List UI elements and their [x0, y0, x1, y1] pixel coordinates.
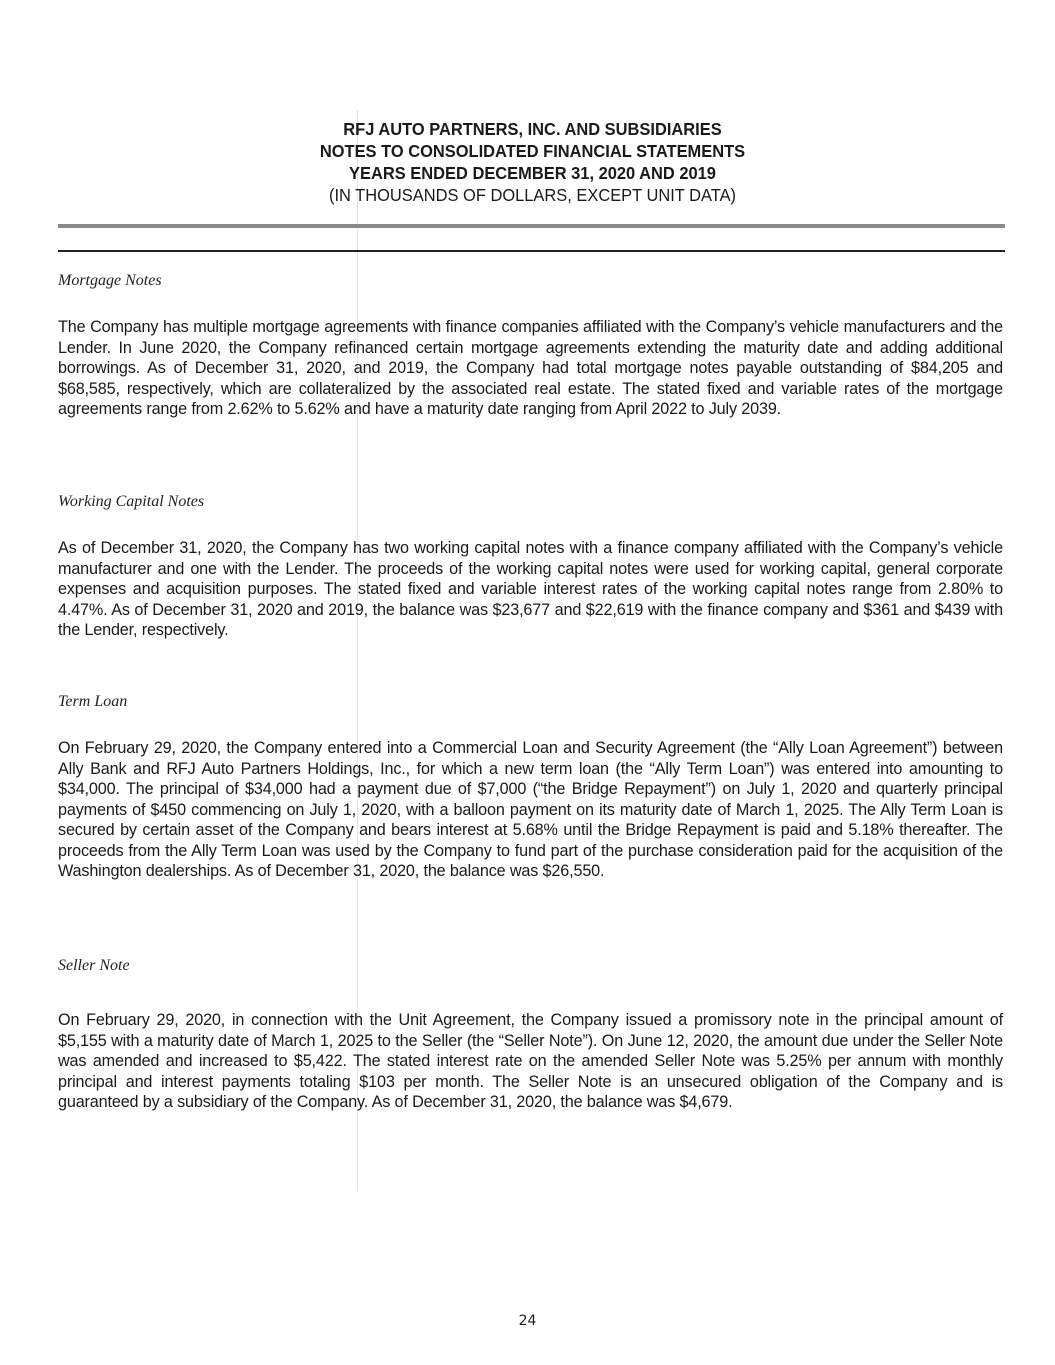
section-heading: Seller Note	[58, 957, 130, 974]
statement-title: NOTES TO CONSOLIDATED FINANCIAL STATEMENTS	[319, 141, 746, 161]
section-heading: Working Capital Notes	[58, 493, 205, 510]
section-body: The Company has multiple mortgage agreements with finance companies affiliated with the Company’s vehicle manufacturers and the Lender. In June 2020, the Company refinanced certain mortgage agreements extending the maturity date and adding additional borrowings. As of December 31, 2020, and 2019, the Company had total mortgage notes payable outstanding of $84,205 and $68,585, respectively, which are collateralized by the associated real estate. The stated fixed and variable rates of the mortgage agreements range from 2.62% to 5.62% and have a maturity date ranging from April 2022 to July 2039.	[58, 318, 1003, 418]
section-seller-note	[58, 957, 1003, 1113]
units-note: (IN THOUSANDS OF DOLLARS, EXCEPT UNIT DATA)	[328, 185, 737, 205]
section-term-loan	[58, 693, 1003, 882]
section-heading: Mortgage Notes	[58, 272, 162, 289]
document-header	[88, 118, 976, 206]
section-working-capital-notes	[58, 493, 1003, 641]
header-divider-bottom	[58, 250, 1005, 252]
page-number: 24	[518, 1313, 537, 1329]
section-body: On February 29, 2020, in connection with the Unit Agreement, the Company issued a promissory note in the principal amount of $5,155 with a maturity date of March 1, 2025 to the Seller (the “Seller Note”). On June 12, 2020, the amount due under the Seller Note was amended and increased to $5,422. The stated interest rate on the amended Seller Note was 5.25% per annum with monthly principal and interest payments totaling $103 per month. The Seller Note is an unsecured obligation of the Company and is guaranteed by a subsidiary of the Company. As of December 31, 2020, the balance was $4,679.	[58, 1011, 1003, 1111]
period-title: YEARS ENDED DECEMBER 31, 2020 AND 2019	[349, 163, 716, 183]
section-heading: Term Loan	[58, 693, 128, 710]
section-body: As of December 31, 2020, the Company has two working capital notes with a finance company affiliated with the Company’s vehicle manufacturer and one with the Lender. The proceeds of the working capital notes were used for working capital, general corporate expenses and acquisition purposes. The stated fixed and variable interest rates of the working capital notes range from 2.80% to 4.47%. As of December 31, 2020 and 2019, the balance was $23,677 and $22,619 with the finance company and $361 and $439 with the Lender, respectively.	[58, 539, 1003, 639]
section-body: On February 29, 2020, the Company entered into a Commercial Loan and Security Agreement (the “Ally Loan Agreement”) between Ally Bank and RFJ Auto Partners Holdings, Inc., for which a new term loan (the “Ally Term Loan”) was entered into amounting to $34,000. The principal of $34,000 had a payment due of $7,000 (“the Bridge Repayment”) on July 1, 2020 and quarterly principal payments of $450 commencing on July 1, 2020, with a balloon payment on its maturity date of March 1, 2025. The Ally Term Loan is secured by certain asset of the Company and bears interest at 5.68% until the Bridge Repayment is paid and 5.18% thereafter. The proceeds from the Ally Term Loan was used by the Company to fund part of the purchase consideration paid for the acquisition of the Washington dealerships. As of December 31, 2020, the balance was $26,550.	[58, 739, 1003, 880]
company-name: RFJ AUTO PARTNERS, INC. AND SUBSIDIARIES	[343, 119, 722, 139]
section-mortgage-notes	[58, 272, 1003, 420]
header-divider-top	[58, 224, 1005, 228]
